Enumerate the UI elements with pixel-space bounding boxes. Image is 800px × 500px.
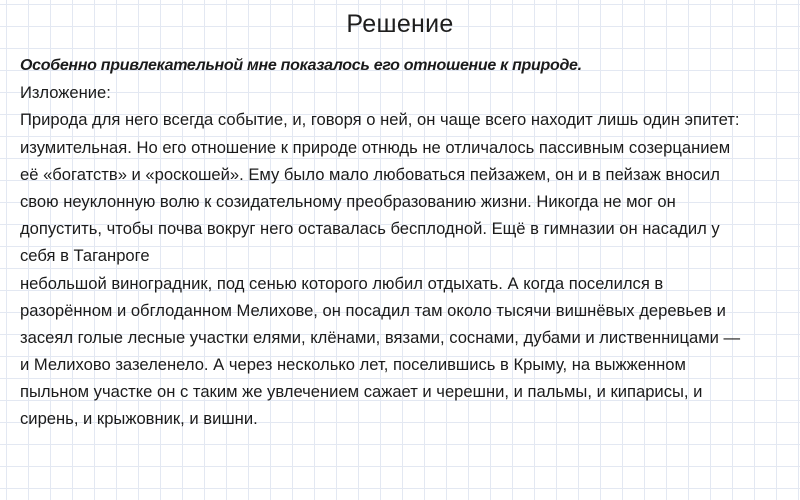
section-label: Изложение: — [20, 83, 111, 103]
text-line: сирень, и крыжовник, и вишни. — [20, 409, 258, 429]
text-line: разорённом и обглоданном Мелихове, он посадил там около тысячи вишнёвых деревьев и — [20, 300, 726, 320]
text-line: засеял голые лесные участки елями, клёнами, вязами, соснами, дубами и лиственницами — — [20, 327, 741, 347]
text-line: её «богатств» и «роскошей». Ему было мало любоваться пейзажем, он и в пейзаж вносил — [20, 164, 720, 184]
text-line: Природа для него всегда событие, и, говоря о ней, он чаще всего находит лишь один эпитет: — [20, 110, 740, 130]
text-line: изумительная. Но его отношение к природе отнюдь не отличалось пассивным созерцанием — [20, 137, 731, 157]
text-line: пыльном участке он с таким же увлечением сажает и черешни, и пальмы, и кипарисы, и — [20, 382, 703, 402]
text-line: и Мелихово зазеленело. А через несколько лет, поселившись в Крыму, на выжженном — [20, 355, 686, 375]
text-line: себя в Таганроге — [20, 246, 150, 266]
text-line: свою неуклонную волю к созидательному преобразованию жизни. Никогда не мог он — [20, 191, 676, 211]
text-line: небольшой виноградник, под сенью которого любил отдыхать. А когда поселился в — [20, 273, 664, 293]
task-statement: Особенно привлекательной мне показалось его отношение к природе. — [20, 57, 582, 74]
solution-content — [20, 52, 790, 433]
page-title: Решение — [346, 10, 454, 38]
text-line: допустить, чтобы почва вокруг него оставалась бесплодной. Ещё в гимназии он насадил у — [20, 219, 720, 239]
